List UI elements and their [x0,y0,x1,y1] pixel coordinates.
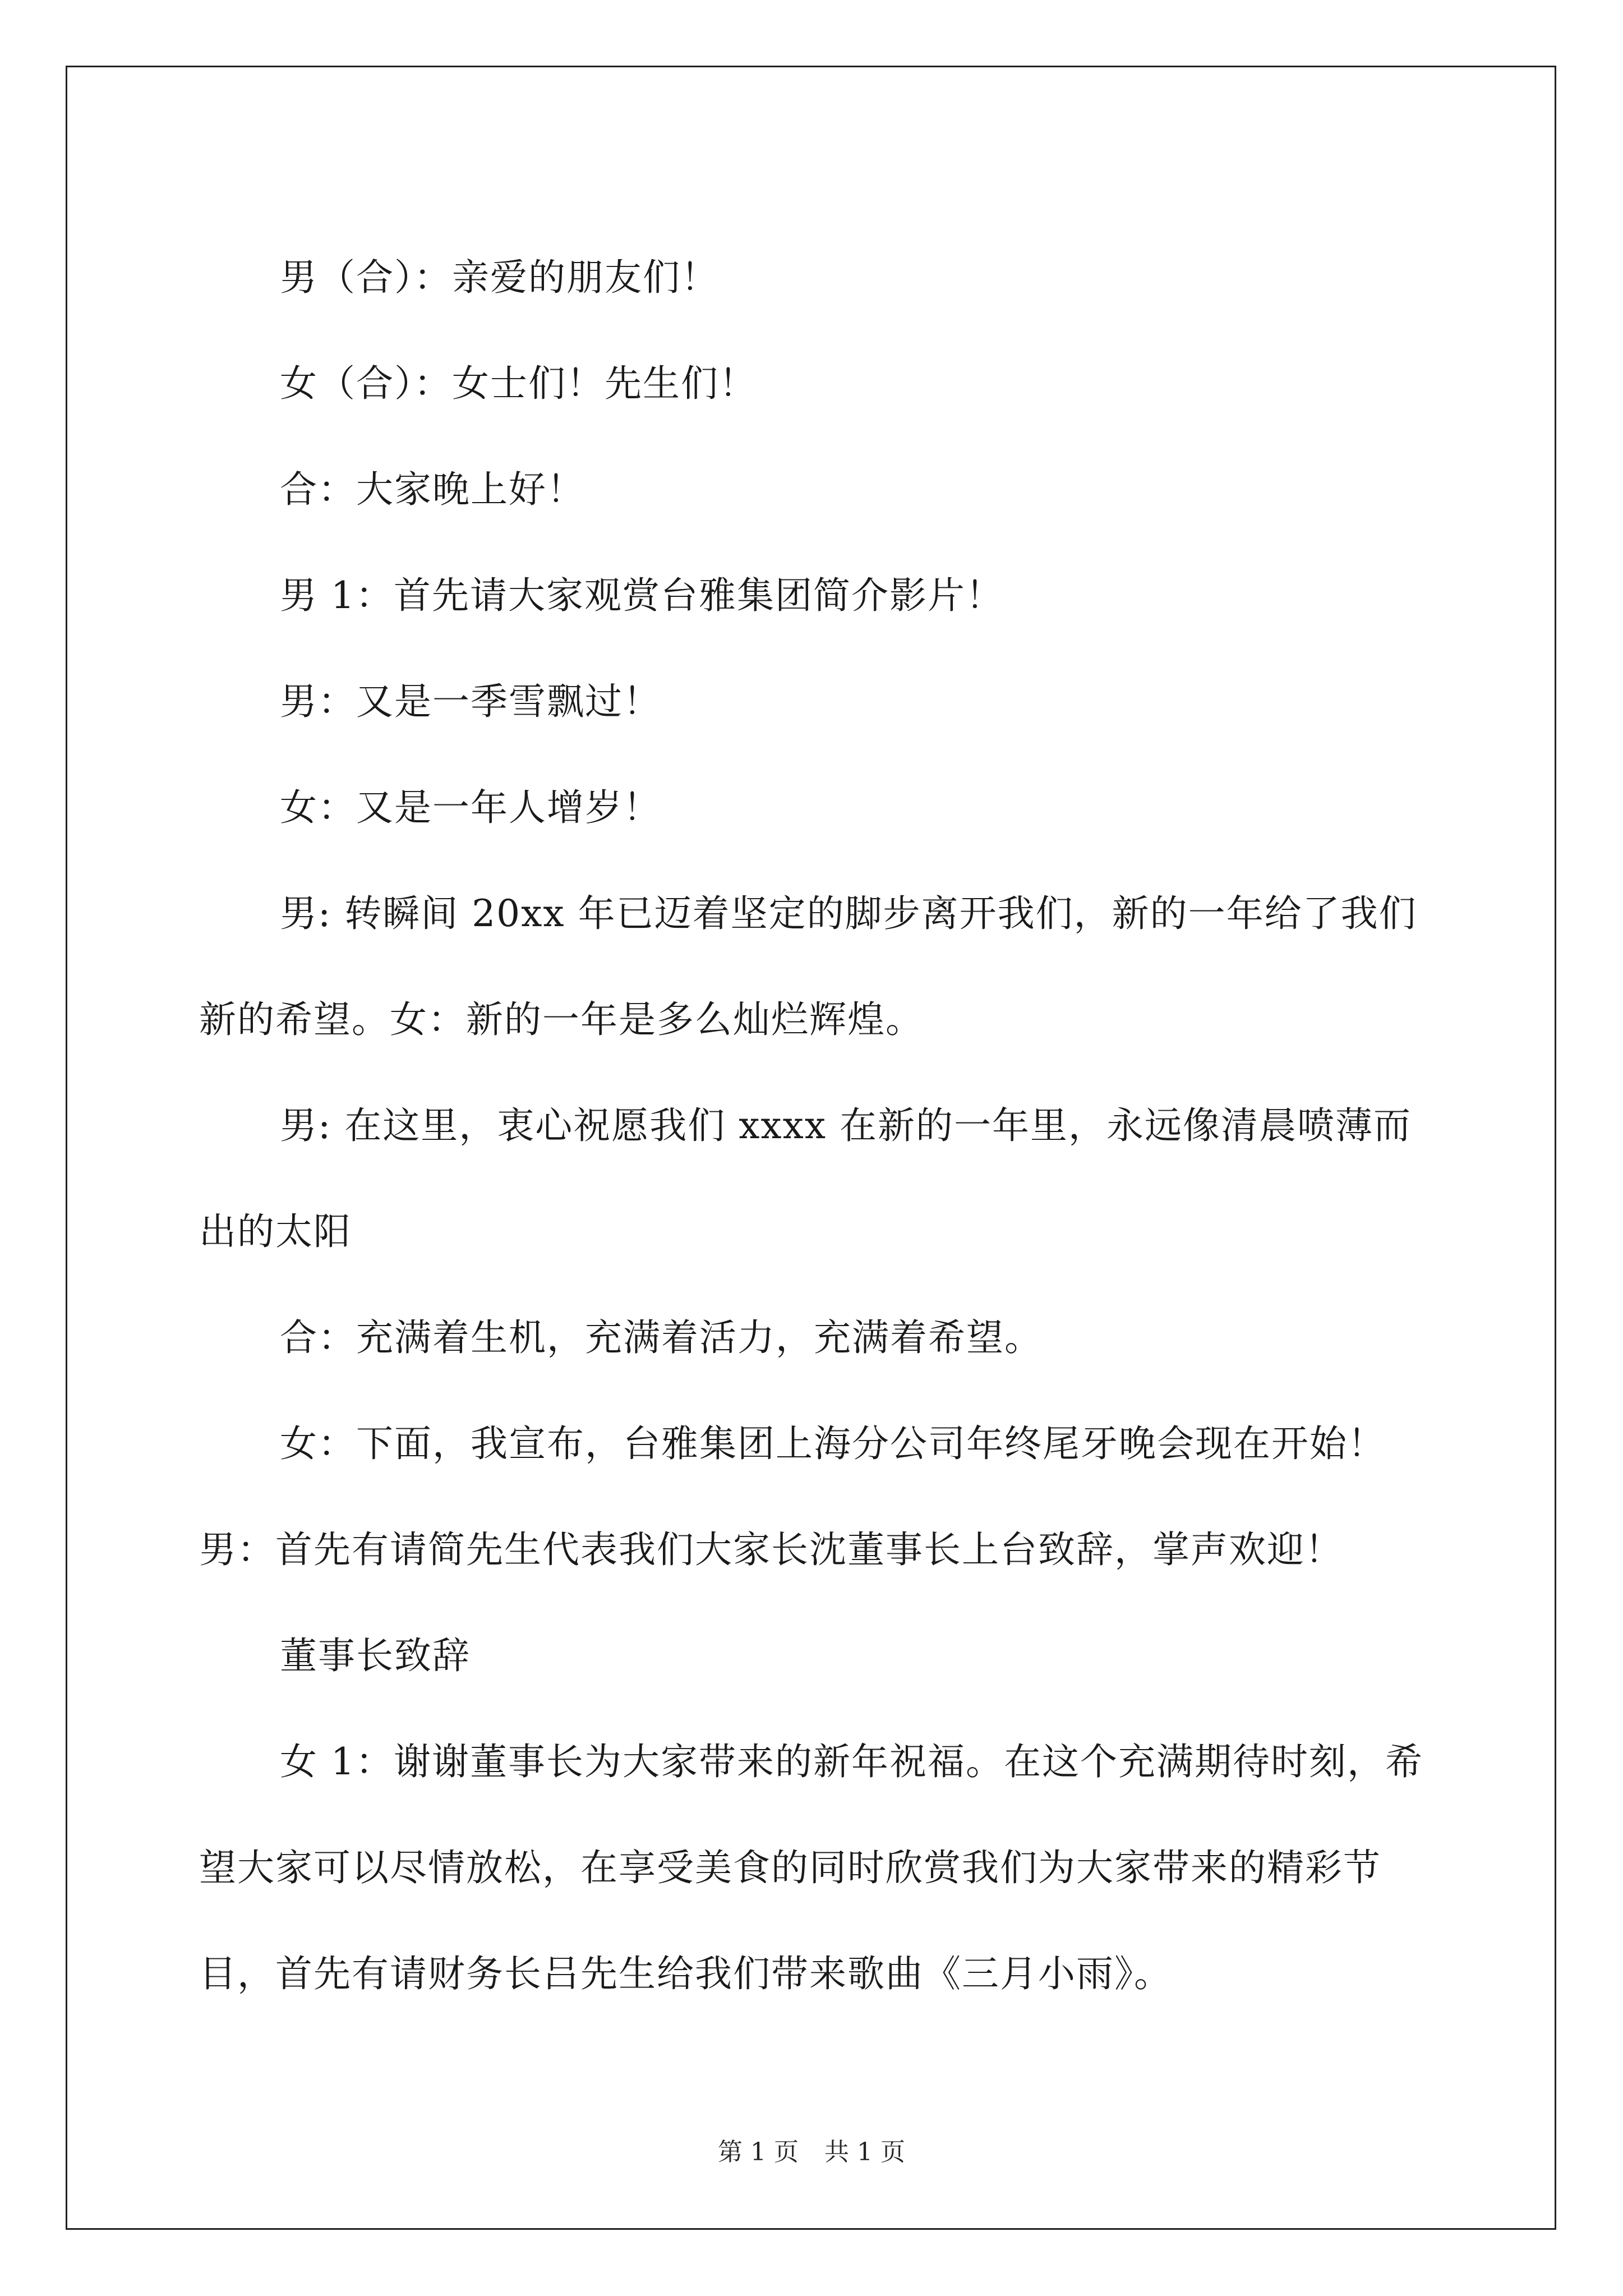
paragraph-10: 女：下面，我宣布，台雅集团上海分公司年终尾牙晚会现在开始！ [280,1422,1386,1465]
paragraph-8: 男: 在这里，衷心祝愿我们 xxxx 在新的一年里，永远像清晨喷薄而出的太阳 [199,1104,1412,1253]
paragraph-12: 董事长致辞 [280,1634,471,1677]
paragraph-13: 女 1：谢谢董事长为大家带来的新年祝福。在这个充满期待时刻，希望大家可以尽情放松，在享受美食的同时欣赏我们为大家带来的精彩节目，首先有请财务长吕先生给我们带来歌曲《三月小雨》。 [199,1740,1423,1995]
paragraph-1: 男（合）：亲爱的朋友们！ [280,256,719,299]
paragraph-4: 男 1：首先请大家观赏台雅集团简介影片！ [280,574,1004,617]
paragraph-9: 合：充满着生机，充满着活力，充满着希望。 [280,1316,1043,1359]
paragraph-2: 女（合）：女士们！先生们！ [280,362,757,405]
document-body [199,224,1430,2027]
paragraph-3: 合：大家晚上好！ [280,468,585,511]
paragraph-5: 男：又是一季雪飘过！ [280,680,661,723]
page-footer [0,2132,1623,2168]
page-number: 第 1 页 [718,2138,799,2166]
page-total: 共 1 页 [824,2138,905,2166]
paragraph-7: 男: 转瞬间 20xx 年已迈着坚定的脚步离开我们，新的一年给了我们新的希望。女：新的一年是多么灿烂辉煌。 [199,892,1417,1041]
paragraph-6: 女：又是一年人增岁！ [280,786,661,829]
paragraph-11: 男：首先有请简先生代表我们大家长沈董事长上台致辞，掌声欢迎！ [199,1528,1343,1571]
